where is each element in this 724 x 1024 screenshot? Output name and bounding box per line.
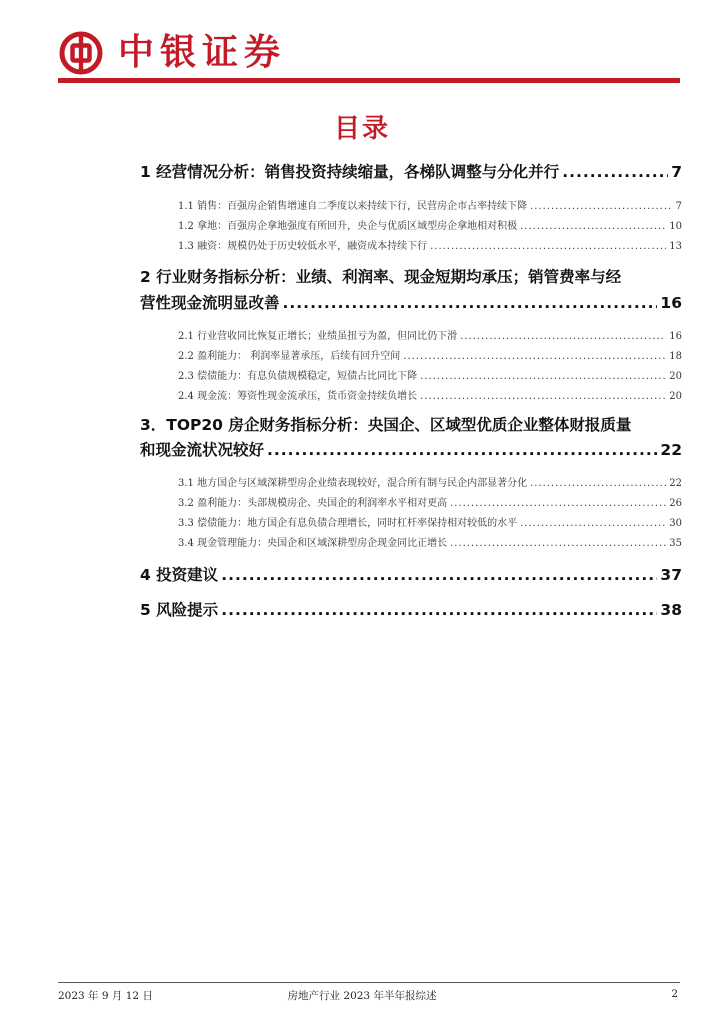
page-header [58, 28, 680, 84]
toc-item-3-4[interactable] [178, 534, 682, 549]
dot-leader [562, 163, 668, 181]
toc-section-2-line1[interactable]: 2 行业财务指标分析：业绩、利润率、现金短期均承压；销管费率与经 [140, 268, 622, 286]
toc-page-number: 18 [669, 351, 682, 362]
footer-divider [58, 982, 680, 983]
toc-item-title: 2.3 偿债能力：有息负债规模稳定，短债占比同比下降 [178, 371, 418, 382]
toc-item-title: 3.2 盈利能力：头部规模房企、央国企的利润率水平相对更高 [178, 498, 448, 509]
brand-name: 中银证券 [118, 32, 287, 73]
toc-item-2-2[interactable] [178, 347, 682, 362]
toc-page-number: 22 [660, 441, 682, 459]
dot-leader [460, 331, 666, 342]
header-divider [58, 78, 680, 83]
dot-leader [221, 601, 657, 619]
toc-section-3[interactable] [140, 438, 682, 460]
toc-item-3-2[interactable] [178, 494, 682, 509]
dot-leader [283, 294, 658, 312]
toc-section-title: 和现金流状况较好 [140, 441, 265, 459]
toc-page-number: 7 [675, 201, 682, 212]
toc-page-number: 10 [669, 221, 682, 232]
dot-leader [520, 518, 666, 529]
toc-title: 目录 [333, 114, 390, 144]
toc-item-title: 3.1 地方国企与区域深耕型房企业绩表现较好，混合所有制与民企内部显著分化 [178, 478, 528, 489]
toc-section-title: 营性现金流明显改善 [140, 294, 280, 312]
toc-page-number: 13 [669, 241, 682, 252]
dot-leader [420, 391, 666, 402]
toc-item-1-3[interactable] [178, 237, 682, 252]
toc-section-title: 4 投资建议 [140, 566, 219, 584]
toc-section-title: 5 风险提示 [140, 601, 219, 619]
toc-section-2[interactable] [140, 291, 682, 313]
dot-leader [530, 201, 673, 212]
dot-leader [420, 371, 666, 382]
toc-page-number: 37 [660, 566, 682, 584]
footer-page-number: 2 [671, 988, 678, 1000]
toc-item-title: 2.4 现金流：筹资性现金流承压，货币资金持续负增长 [178, 391, 418, 402]
toc-item-2-4[interactable] [178, 387, 682, 402]
toc-item-3-1[interactable] [178, 474, 682, 489]
toc-item-2-3[interactable] [178, 367, 682, 382]
toc-item-1-1[interactable] [178, 197, 682, 212]
toc-item-title: 2.1 行业营收同比恢复正增长；业绩虽扭亏为盈，但同比仍下滑 [178, 331, 458, 342]
toc-page-number: 38 [660, 601, 682, 619]
dot-leader [403, 351, 666, 362]
footer-date: 2023 年 9 月 12 日 [58, 990, 153, 1002]
dot-leader [530, 478, 666, 489]
dot-leader [430, 241, 666, 252]
toc-item-title: 3.4 现金管理能力：央国企和区域深耕型房企现金同比正增长 [178, 538, 448, 549]
toc-page-number: 20 [669, 391, 682, 402]
toc-page-number: 35 [669, 538, 682, 549]
footer-report-title: 房地产行业 2023 年半年报综述 [287, 990, 437, 1002]
dot-leader [450, 498, 666, 509]
dot-leader [450, 538, 666, 549]
dot-leader [520, 221, 666, 232]
dot-leader [221, 566, 657, 584]
toc-section-3-line1[interactable]: 3．TOP20 房企财务指标分析：央国企、区域型优质企业整体财报质量 [140, 416, 632, 434]
toc-page-number: 7 [671, 163, 682, 181]
toc-section-5[interactable] [140, 598, 682, 620]
toc-item-1-2[interactable] [178, 217, 682, 232]
dot-leader [267, 441, 657, 459]
toc-page-number: 30 [669, 518, 682, 529]
bank-of-china-logo-icon [58, 30, 104, 76]
toc-section-1[interactable] [140, 160, 682, 182]
toc-section-title: 1 经营情况分析：销售投资持续缩量，各梯队调整与分化并行 [140, 163, 560, 181]
toc-section-4[interactable] [140, 563, 682, 585]
toc-item-2-1[interactable] [178, 327, 682, 342]
toc-item-title: 1.2 拿地：百强房企拿地强度有所回升，央企与优质区域型房企拿地相对积极 [178, 221, 518, 232]
toc-item-title: 1.1 销售：百强房企销售增速自二季度以来持续下行，民营房企市占率持续下降 [178, 201, 528, 212]
toc-page-number: 26 [669, 498, 682, 509]
toc-item-title: 3.3 偿债能力：地方国企有息负债合理增长，同时杠杆率保持相对较低的水平 [178, 518, 518, 529]
toc-page-number: 20 [669, 371, 682, 382]
toc-item-3-3[interactable] [178, 514, 682, 529]
toc-page-number: 22 [669, 478, 682, 489]
toc-item-title: 2.2 盈利能力： 利润率显著承压，后续有回升空间 [178, 351, 401, 362]
toc-page-number: 16 [660, 294, 682, 312]
toc-item-title: 1.3 融资：规模仍处于历史较低水平，融资成本持续下行 [178, 241, 428, 252]
toc-page-number: 16 [669, 331, 682, 342]
